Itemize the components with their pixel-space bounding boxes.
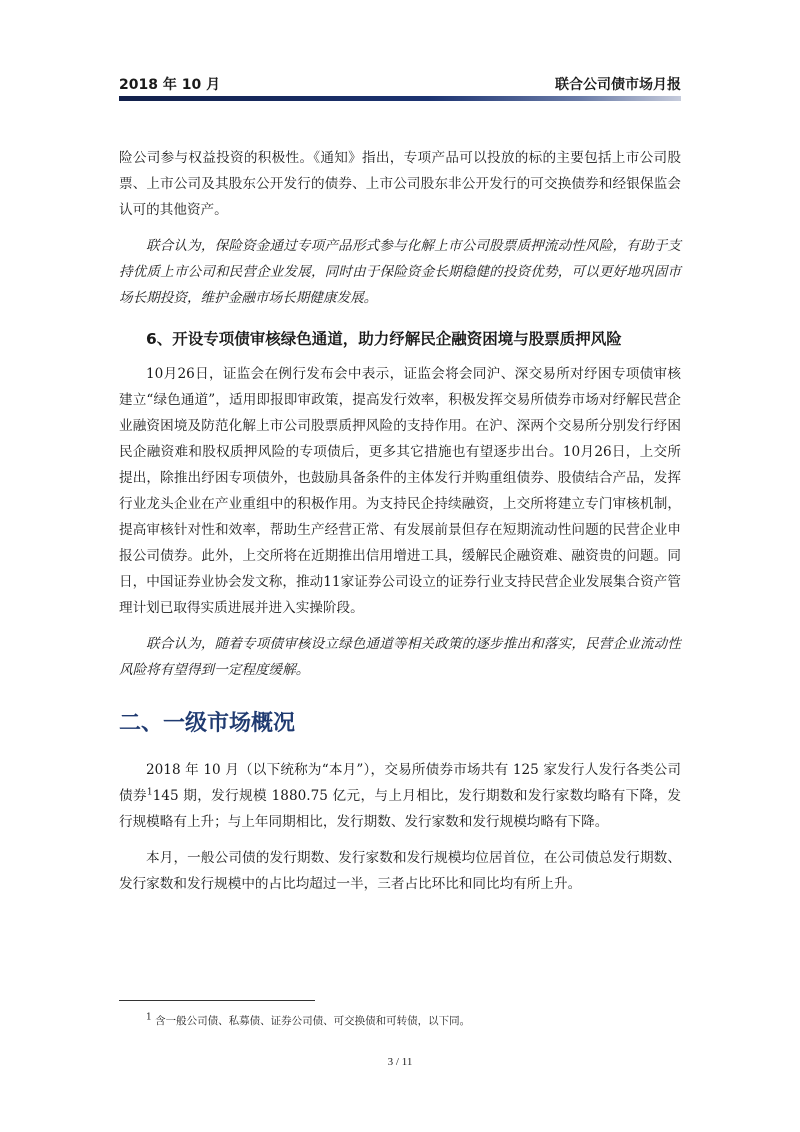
page-header bbox=[119, 72, 681, 94]
header-report-title: 联合公司债市场月报 bbox=[555, 77, 681, 93]
section-heading-primary-market: 二、一级市场概况 bbox=[119, 711, 296, 736]
overview-text-part2: 145 期，发行规模 1880.75 亿元，与上月相比，发行期数和发行家数均略有下降，发行规模略有上升；与上年同期相比，发行期数、发行家数和发行规模均略有下降。 bbox=[119, 788, 681, 830]
paragraph-green-channel: 10月26日，证监会在例行发布会中表示，证监会将会同沪、深交易所对纾困专项债审核建立“绿色通道”，适用即报即审政策，提高发行效率，积极发挥交易所债券市场对纾解民营企业融资困境及防范化解上市公司股票质押风险的支持作用。在沪、深两个交易所分别发行纾困民企融资难和股权质押风险的专项债后，更多其它措施也有望逐步出台。10月26日，上交所提出，除推出纾困专项债外，也鼓励具备条件的主体发行并购重组债券、股债结合产品，发挥行业龙头企业在产业重组中的积极作用。为支持民企持续融资，上交所将建立专门审核机制，提高审核针对性和效率，帮助生产经营正常、有发展前景但存在短期流动性问题的民营企业申报公司债券。此外，上交所将在近期推出信用增进工具，缓解民企融资难、融资贵的问题。同日，中国证券业协会发文称，推动11家证券公司设立的证券行业支持民营企业发展集合资产管理计划已取得实质进展并进入实操阶段。 bbox=[119, 366, 681, 616]
footnote-ref[interactable]: 1 bbox=[146, 787, 153, 798]
paragraph-lianhe-comment-green-channel: 联合认为，随着专项债审核设立绿色通道等相关政策的逐步推出和落实，民营企业流动性风险将有望得到一定程度缓解。 bbox=[119, 636, 681, 678]
overview-text-part1: 2018 年 10 月（以下统称为“本月”），交易所债券市场共有 125 家发行人发行各类公司债券 bbox=[119, 762, 681, 804]
paragraph-primary-market-overview bbox=[119, 757, 681, 835]
paragraph-insurance-notice: 险公司参与权益投资的积极性。《通知》指出，专项产品可以投放的标的主要包括上市公司股票、上市公司及其股东公开发行的债券、上市公司股东非公开发行的可交换债券和经银保监会认可的其他资产。 bbox=[119, 150, 681, 218]
main-content bbox=[119, 145, 681, 897]
paragraph-lianhe-comment-insurance: 联合认为，保险资金通过专项产品形式参与化解上市公司股票质押流动性风险，有助于支持优质上市公司和民营企业发展，同时由于保险资金长期稳健的投资优势，可以更好地巩固市场长期投资，维护金融市场长期健康发展。 bbox=[119, 238, 681, 306]
footnote-mark: 1 bbox=[146, 1012, 152, 1023]
page-number: 3 / 11 bbox=[387, 1056, 413, 1068]
header-date: 2018 年 10 月 bbox=[119, 77, 221, 93]
paragraph-general-bond-share: 本月，一般公司债的发行期数、发行家数和发行规模均位居首位，在公司债总发行期数、发行家数和发行规模中的占比均超过一半，三者占比环比和同比均有所上升。 bbox=[119, 850, 681, 892]
footnote-divider bbox=[119, 1000, 315, 1001]
footnote bbox=[146, 1014, 470, 1028]
footnote-text: 含一般公司债、私募债、证券公司债、可交换债和可转债，以下同。 bbox=[155, 1015, 471, 1027]
section-heading-6: 6、开设专项债审核绿色通道，助力纾解民企融资困境与股票质押风险 bbox=[146, 330, 622, 348]
header-rule bbox=[119, 96, 681, 101]
